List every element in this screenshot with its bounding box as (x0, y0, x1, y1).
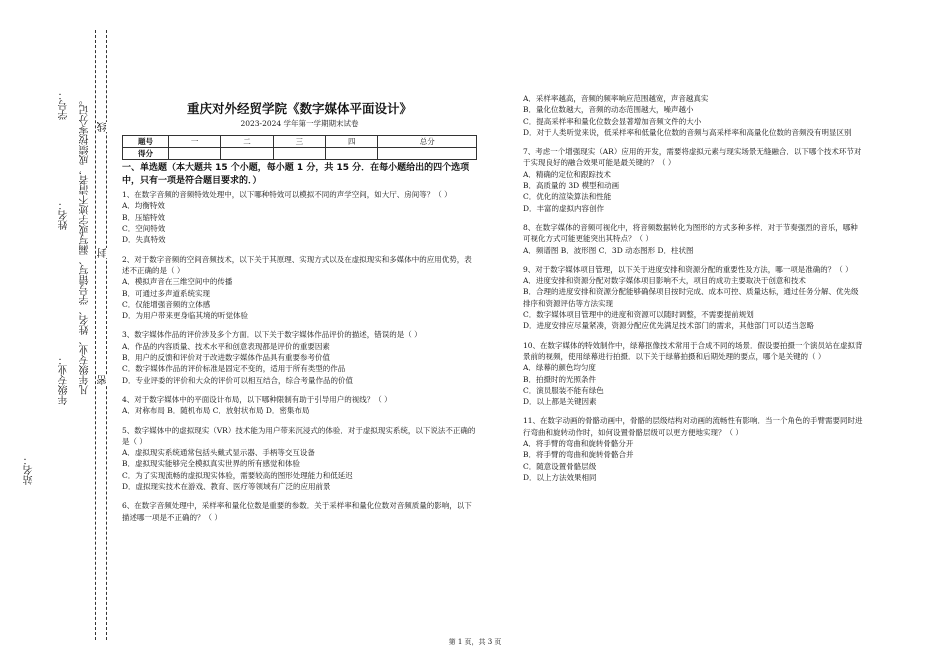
score-cell (326, 147, 378, 159)
question-stem: 2、对于数字音频的空间音频技术，以下关于其原理、实现方式以及在虚拟现实和多媒体中的应用优势，表述不正确的是（ ） (122, 254, 472, 275)
answer-option: A．模拟声音在三维空间中的传播 (122, 277, 233, 287)
seal-mark-line: 线 (98, 122, 109, 132)
score-table-score-row (123, 147, 477, 159)
question-item (122, 500, 477, 523)
score-cell: 得分 (123, 147, 169, 159)
answer-option: B．合理的进度安排和资源分配能够确保项目按时完成、成本可控、质量达标，通过任务分解、优先级排序和资源评估等方法实现 (523, 287, 859, 308)
answer-option: B．虚拟现实能够完全模拟真实世界的所有感觉和体验 (122, 459, 301, 469)
answer-option: B．拍摄时的光照条件 (523, 374, 597, 384)
answer-option: A．虚拟现实系统通常包括头戴式显示器、手柄等交互设备 (122, 448, 315, 458)
exam-subtitle: 2023-2024 学年第一学期期末试卷 (240, 119, 359, 129)
question-item (122, 394, 477, 417)
question-stem: 8、在数字媒体的音频可视化中，将音频数据转化为图形的方式多种多样．对于节奏强烈的音乐，哪种可视化方式可能更能突出其特点？（ ） (523, 222, 858, 244)
binding-notice: 凡年级专业、姓名、学号错写、漏写或字迹不清者，成绩按零分记。 (80, 95, 91, 395)
score-cell: 题号 (123, 135, 169, 147)
answer-option: D．进度安排应尽量紧凑，资源分配应优先满足技术部门的需求，其他部门可以适当忽略 (523, 321, 815, 331)
score-cell: 三 (273, 135, 325, 147)
binding-margin (0, 0, 110, 672)
answer-option: B．压缩特效 (122, 212, 166, 222)
score-table (122, 135, 477, 161)
question-item (122, 329, 477, 385)
score-cell (169, 147, 221, 159)
answer-option: C．演员服装不能有绿色 (523, 385, 604, 395)
answer-option: C．仅能增强音频的立体感 (122, 299, 211, 309)
answer-option: A．进度安排和资源分配对数字媒体项目影响不大，项目的成功主要取决于创意和技术 (523, 276, 806, 286)
question-stem: 11、在数字动画的骨骼动画中，骨骼的层级结构对动画的流畅性有影响．当一个角色的手臂需要同时进行弯曲和旋转动作时，如何设置骨骼层级可以更方便地实现？（ ） (523, 416, 863, 437)
answer-option: D．为用户带来更身临其境的听觉体验 (122, 311, 249, 321)
answer-option: B．高质量的 3D 模型和动画 (523, 181, 620, 191)
seal-mark-seal: 封 (98, 248, 109, 258)
question-item (523, 93, 863, 138)
answer-option: C．随意设置骨骼层级 (523, 461, 597, 471)
answer-option: D．专业评委的评价和大众的评价可以相互结合，综合考量作品的价值 (122, 375, 354, 385)
question-item (523, 146, 863, 214)
score-cell: 二 (221, 135, 273, 147)
answer-option: B．将手臂的弯曲和旋转骨骼合并 (523, 450, 634, 460)
question-item (523, 340, 863, 408)
question-stem: 10、在数字媒体的特效制作中，绿幕抠像技术常用于合成不同的场景．假设要拍摄一个演员站在虚拟背景前的视频，使用绿幕进行拍摄．以下关于绿幕拍摄和后期处理的要点，哪个是关键的（ ） (523, 340, 863, 361)
answer-option: C．为了实现流畅的虚拟现实体验，需要较高的图形处理能力和低延迟 (122, 470, 353, 480)
answer-option: A．频谱图 B．波形图 C．3D 动态图形 D．柱状图 (523, 245, 694, 255)
answer-option: B．量化位数越大，音频的动态范围越大，噪声越小 (523, 105, 694, 115)
field-student-id: 学号： (59, 90, 70, 120)
answer-option: C．提高采样率和量化位数会显著增加音频文件的大小 (523, 116, 702, 126)
score-cell (378, 147, 477, 159)
answer-option: A．绿幕的颜色均匀度 (523, 363, 596, 373)
question-item (122, 425, 477, 493)
score-cell: 总分 (378, 135, 477, 147)
answer-option: C．数字媒体项目管理中的进度和资源可以随时调整，不需要提前规划 (523, 310, 754, 320)
question-item (122, 189, 477, 245)
answer-option: C．优化的渲染算法和性能 (523, 192, 612, 202)
answer-option: D．以上方法效果相同 (523, 472, 597, 482)
question-stem: 3、数字媒体作品的评价涉及多个方面．以下关于数字媒体作品评价的描述，错误的是（ ） (122, 330, 422, 340)
answer-option: D．失真特效 (122, 235, 166, 245)
answer-option: A．精确的定位和跟踪技术 (523, 169, 611, 179)
field-site-name: 站名： (24, 455, 35, 485)
seal-mark-secret: 密 (98, 375, 109, 385)
answer-option: A．均衡特效 (122, 201, 165, 211)
answer-option: D．对于人类听觉来说，低采样率和低量化位数的音频与高采样率和高量化位数的音频没有明显区别 (523, 127, 852, 137)
question-stem: 9、对于数字媒体项目管理，以下关于进度安排和资源分配的重要性及方法，哪一项是准确的？（ ） (523, 264, 853, 274)
field-name: 姓名： (59, 200, 70, 230)
question-stem: 5、数字媒体中的虚拟现实（VR）技术能为用户带来沉浸式的体验．对于虚拟现实系统，以下说法不正确的是（ ） (122, 425, 476, 446)
question-stem: 1、在数字音频的音频特效处理中，以下哪种特效可以模拟不同的声学空间，如大厅、房间等？（ ） (122, 190, 452, 200)
question-stem: 4、对于数字媒体中的平面设计布局，以下哪种限制有助于引导用户的视线？（ ） (122, 394, 392, 404)
answer-option: B．用户的反馈和评价对于改进数字媒体作品具有重要参考价值 (122, 353, 331, 363)
score-cell (221, 147, 273, 159)
score-cell: 一 (169, 135, 221, 147)
answer-option: C．空间特效 (122, 224, 166, 234)
answer-option: A．对称布局 B．随机布局 C．放射状布局 D．密集布局 (122, 406, 310, 416)
answer-option: C．数字媒体作品的评价标准是固定不变的，适用于所有类型的作品 (122, 364, 346, 374)
answer-option: D．以上都是关键因素 (523, 397, 597, 407)
question-list-left (122, 189, 477, 523)
answer-option: D．丰富的虚拟内容创作 (523, 203, 605, 213)
dashed-binding-line-outer (95, 30, 96, 640)
right-column (523, 93, 863, 483)
question-item (523, 264, 863, 332)
answer-option: D．虚拟现实技术在游戏、教育、医疗等领域有广泛的应用前景 (122, 482, 331, 492)
question-stem: 7、考虑一个增强现实（AR）应用的开发，需要将虚拟元素与现实场景无缝融合．以下哪个技术环节对于实现良好的融合效果可能是最关键的？（ ） (523, 147, 862, 168)
page-footer: 第 1 页，共 3 页 (448, 638, 502, 646)
answer-option: A．作品的内容质量、技术水平和创意表现都是评价的重要因素 (122, 341, 330, 351)
score-cell: 四 (326, 135, 378, 147)
exam-title: 重庆对外经贸学院《数字媒体平面设计》 (186, 101, 412, 116)
score-table-header-row (123, 135, 477, 147)
section-heading: 一、单选题（本大题共 15 个小题，每小题 1 分，共 15 分．在每小题给出的四个选项中，只有一项是符合题目要求的．） (122, 163, 470, 187)
field-grade-major: 年级专业： (59, 355, 70, 405)
question-item (523, 222, 863, 256)
question-stem: 6、在数字音频处理中，采样率和量化位数是重要的参数．关于采样率和量化位数对音频质量的影响，以下描述哪一项是不正确的？（ ） (122, 501, 472, 522)
question-item (523, 415, 863, 483)
answer-option: B．可通过多声道系统实现 (122, 288, 211, 298)
question-item (122, 254, 477, 322)
answer-option: A．将手臂的弯曲和旋转骨骼分开 (523, 439, 634, 449)
question-list-right (523, 93, 863, 483)
score-cell (273, 147, 325, 159)
left-column (122, 93, 477, 523)
answer-option: A．采样率越高，音频的频率响应范围越宽，声音越真实 (523, 94, 709, 103)
